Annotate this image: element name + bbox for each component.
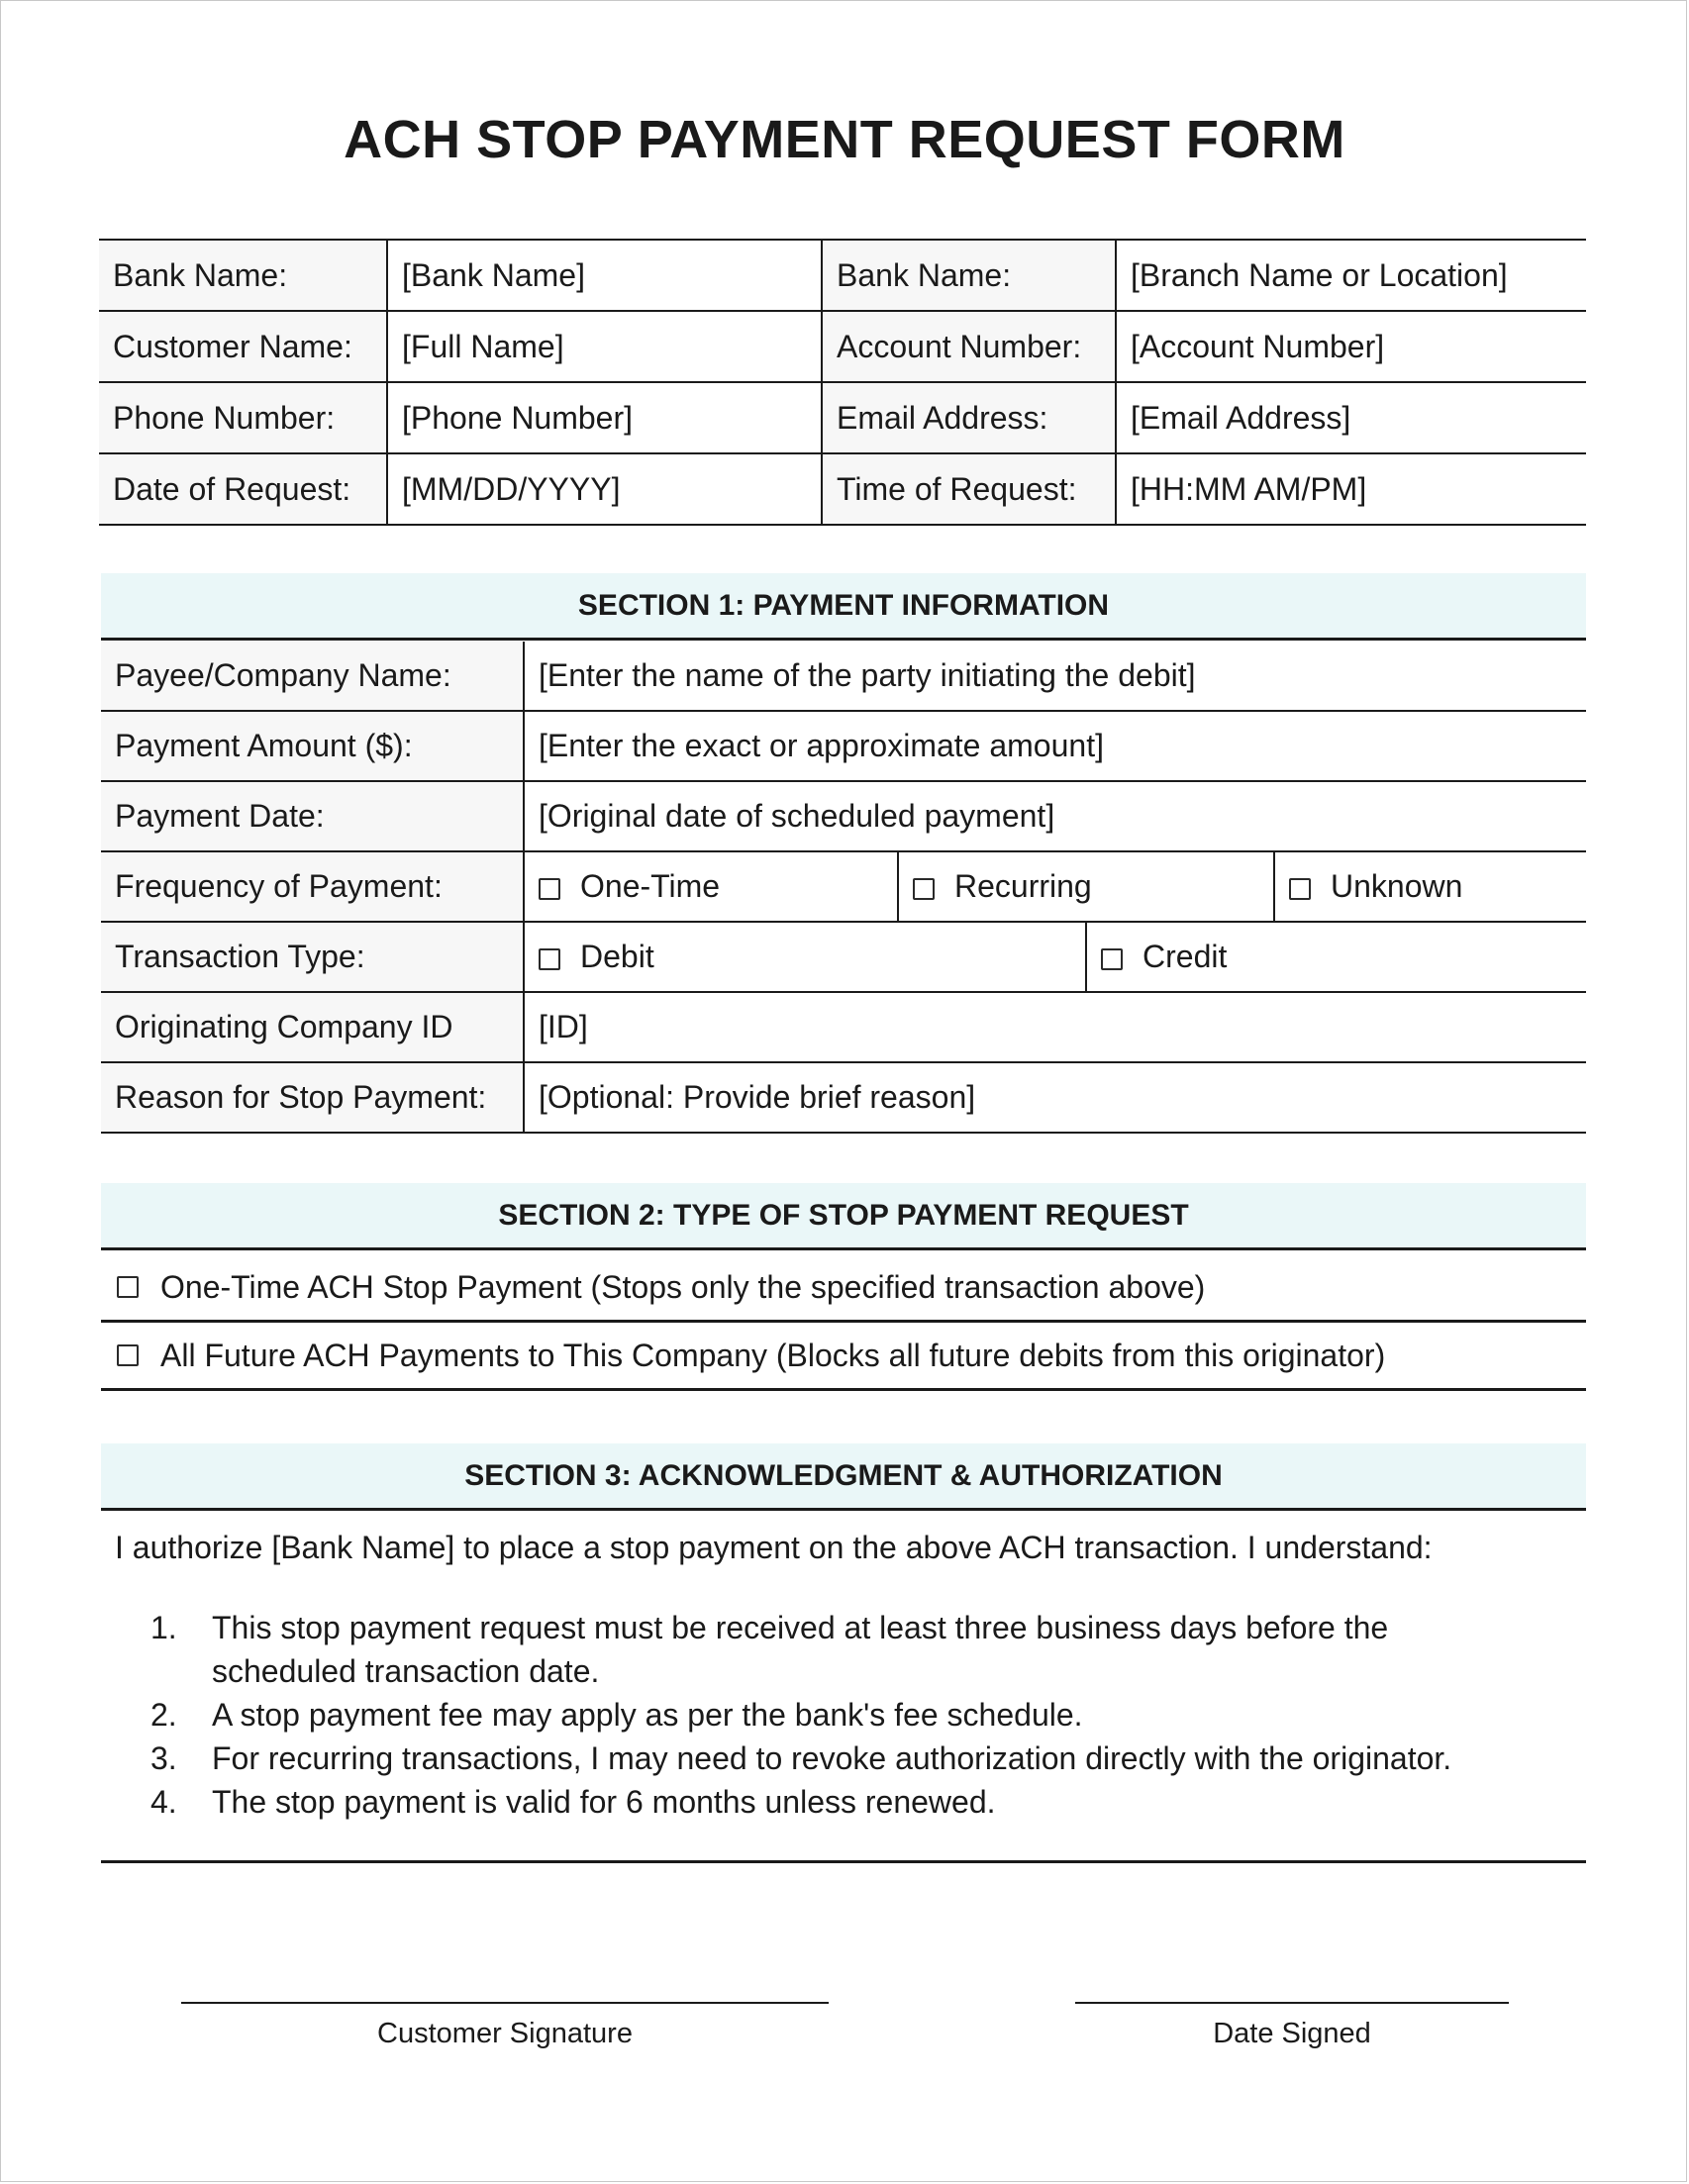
branch-field[interactable]: [Branch Name or Location]	[1116, 240, 1586, 311]
amount-label: Payment Amount ($):	[101, 711, 524, 781]
list-item	[150, 1693, 1537, 1737]
divider	[101, 1860, 1586, 1863]
table-row	[101, 642, 1586, 711]
header-row	[99, 240, 1586, 311]
checkbox-icon[interactable]	[117, 1344, 139, 1366]
acknowledgment-list	[150, 1606, 1537, 1824]
header-row	[99, 453, 1586, 525]
bank-name-label: Bank Name:	[99, 240, 387, 311]
origin-id-field[interactable]: [ID]	[524, 992, 1586, 1062]
header-row	[99, 311, 1586, 382]
email-field[interactable]: [Email Address]	[1116, 382, 1586, 453]
amount-field[interactable]: [Enter the exact or approximate amount]	[524, 711, 1586, 781]
payee-field[interactable]: [Enter the name of the party initiating the debit]	[524, 642, 1586, 711]
header-info-table	[99, 239, 1586, 526]
list-item	[150, 1780, 1537, 1824]
list-item	[150, 1737, 1537, 1780]
table-row	[101, 781, 1586, 851]
customer-name-field[interactable]: [Full Name]	[387, 311, 822, 382]
list-text: This stop payment request must be received at least three business days before the scheduled transaction date.	[212, 1610, 1389, 1689]
time-of-request-field[interactable]: [HH:MM AM/PM]	[1116, 453, 1586, 525]
option-label: One-Time ACH Stop Payment (Stops only the specified transaction above)	[160, 1268, 1206, 1305]
section3-heading: SECTION 3: ACKNOWLEDGMENT & AUTHORIZATION	[101, 1443, 1586, 1511]
checkbox-icon[interactable]	[539, 948, 560, 970]
list-text: The stop payment is valid for 6 months unless renewed.	[212, 1784, 996, 1820]
customer-signature-line[interactable]	[181, 2002, 829, 2004]
account-number-label: Account Number:	[822, 311, 1116, 382]
option-label: All Future ACH Payments to This Company (Blocks all future debits from this originator)	[160, 1337, 1386, 1373]
option-label: Credit	[1143, 939, 1228, 974]
option-label: Debit	[580, 939, 654, 974]
checkbox-icon[interactable]	[117, 1276, 139, 1298]
header-row	[99, 382, 1586, 453]
section1-heading: SECTION 1: PAYMENT INFORMATION	[101, 573, 1586, 641]
form-title: ACH STOP PAYMENT REQUEST FORM	[344, 110, 1345, 169]
checkbox-icon[interactable]	[913, 878, 935, 900]
frequency-label: Frequency of Payment:	[101, 851, 524, 922]
payment-date-field[interactable]: [Original date of scheduled payment]	[524, 781, 1586, 851]
checkbox-icon[interactable]	[1101, 948, 1123, 970]
payment-date-label: Payment Date:	[101, 781, 524, 851]
list-number: 2.	[150, 1697, 177, 1733]
checkbox-icon[interactable]	[1289, 878, 1311, 900]
stop-one-time-option[interactable]	[101, 1254, 1586, 1323]
list-number: 3.	[150, 1740, 177, 1776]
table-row	[101, 922, 1586, 992]
date-of-request-field[interactable]: [MM/DD/YYYY]	[387, 453, 822, 525]
transaction-type-label: Transaction Type:	[101, 922, 524, 992]
list-text: For recurring transactions, I may need to revoke authorization directly with the originator.	[212, 1740, 1452, 1776]
frequency-recurring-option[interactable]	[898, 851, 1274, 922]
account-number-field[interactable]: [Account Number]	[1116, 311, 1586, 382]
table-row	[101, 711, 1586, 781]
table-row	[101, 851, 1586, 922]
branch-label: Bank Name:	[822, 240, 1116, 311]
table-row	[101, 1062, 1586, 1133]
type-debit-option[interactable]	[524, 922, 1086, 992]
reason-label: Reason for Stop Payment:	[101, 1062, 524, 1133]
option-label: One-Time	[580, 868, 721, 904]
payee-label: Payee/Company Name:	[101, 642, 524, 711]
stop-all-future-option[interactable]	[101, 1323, 1586, 1391]
origin-id-label: Originating Company ID	[101, 992, 524, 1062]
list-text: A stop payment fee may apply as per the bank's fee schedule.	[212, 1697, 1083, 1733]
section2-heading: SECTION 2: TYPE OF STOP PAYMENT REQUEST	[101, 1183, 1586, 1250]
checkbox-icon[interactable]	[539, 878, 560, 900]
frequency-one-time-option[interactable]	[524, 851, 898, 922]
reason-field[interactable]: [Optional: Provide brief reason]	[524, 1062, 1586, 1133]
authorization-intro: I authorize [Bank Name] to place a stop payment on the above ACH transaction. I understand:	[115, 1530, 1433, 1565]
type-credit-option[interactable]	[1086, 922, 1586, 992]
email-label: Email Address:	[822, 382, 1116, 453]
table-row	[101, 992, 1586, 1062]
option-label: Unknown	[1331, 868, 1463, 904]
date-of-request-label: Date of Request:	[99, 453, 387, 525]
customer-signature-label: Customer Signature	[377, 2018, 633, 2049]
list-number: 1.	[150, 1610, 177, 1645]
list-item	[150, 1606, 1537, 1693]
customer-name-label: Customer Name:	[99, 311, 387, 382]
phone-number-field[interactable]: [Phone Number]	[387, 382, 822, 453]
frequency-unknown-option[interactable]	[1274, 851, 1586, 922]
phone-number-label: Phone Number:	[99, 382, 387, 453]
time-of-request-label: Time of Request:	[822, 453, 1116, 525]
option-label: Recurring	[954, 868, 1092, 904]
bank-name-field[interactable]: [Bank Name]	[387, 240, 822, 311]
payment-info-table	[101, 642, 1586, 1134]
date-signed-label: Date Signed	[1213, 2018, 1371, 2049]
list-number: 4.	[150, 1784, 177, 1820]
date-signed-line[interactable]	[1075, 2002, 1509, 2004]
